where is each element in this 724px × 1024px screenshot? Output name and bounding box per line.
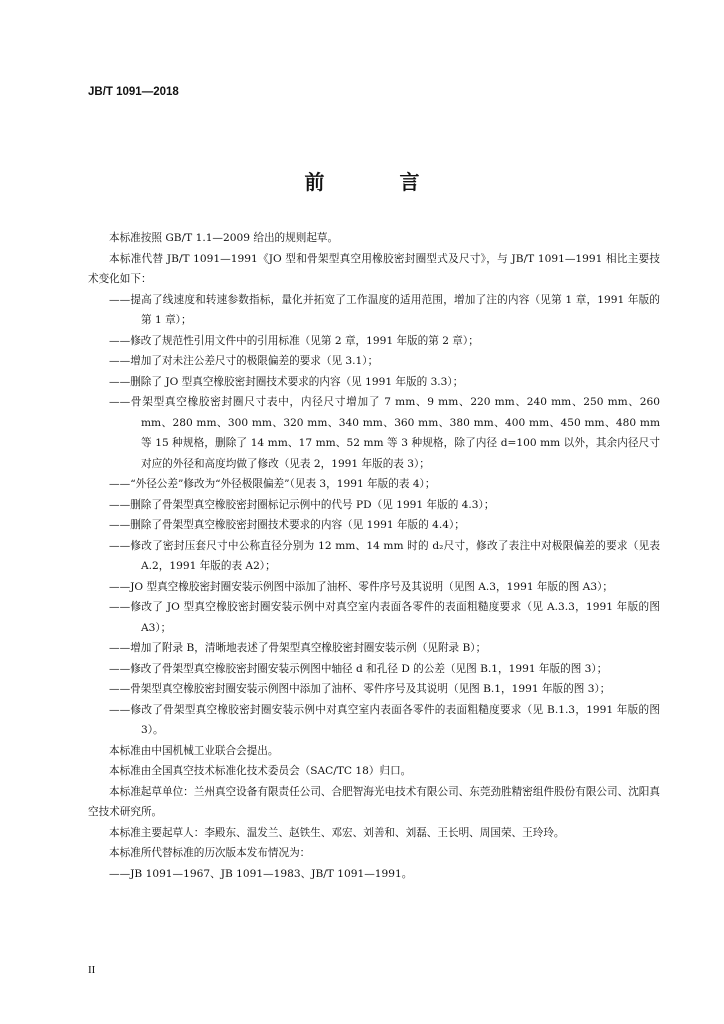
history-intro-paragraph: 本标准所代替标准的历次版本发布情况为： [109,847,311,859]
change-item: ——增加了对未注公差尺寸的极限偏差的要求（见 3.1）； [109,355,379,367]
change-item: ——删除了骨架型真空橡胶密封圈标记示例中的代号 PD（见 1991 年版的 4.3）； [109,498,495,511]
intro-paragraph-2: 本标准代替 JB/T 1091—1991《JO 型和骨架型真空用橡胶密封圈型式及尺寸》，与 JB/T 1091—1991 相比主要技术变化如下： [88,252,660,285]
history-item: ——JB 1091—1967、JB 1091—1983、JB/T 1091—1991。 [109,867,413,880]
proposer-paragraph: 本标准由中国机械工业联合会提出。 [109,744,279,757]
change-item: ——骨架型真空橡胶密封圈安装示例图中添加了油杯、零件序号及其说明（见图 B.1，1991 年版的图 3）； [109,683,611,695]
page-title: 前 言 [304,170,454,194]
change-item: ——删除了骨架型真空橡胶密封圈技术要求的内容（见 1991 年版的 4.4）； [109,519,465,531]
change-item: ——增加了附录 B，清晰地表述了骨架型真空橡胶密封圈安装示例（见附录 B）； [109,642,487,654]
change-item: ——骨架型真空橡胶密封圈尺寸表中，内径尺寸增加了 7 mm、9 mm、220 mm、240 mm、250 mm、260 mm、280 mm、300 mm、320 mm、340 mm、360 mm、380 mm、400 mm、450 mm、480 mm 等 15 种规格，删除了 14 mm、17 mm、52 mm 等 3 种规格，除了内径 d=100 mm 以外，其余内径尺寸对应的外径和高度均做了修改（见表 2，1991 年版的表 3）； [109,396,660,470]
drafters-paragraph: 本标准主要起草人：李殿东、温发兰、赵铁生、邓宏、刘善和、刘磊、王长明、周国荣、王玲玲。 [109,826,565,839]
change-item: ——“外径公差”修改为“外径极限偏差”（见表 3，1991 年版的表 4）； [109,478,436,490]
document-code: JB/T 1091—2018 [88,86,179,98]
drafting-units-paragraph: 本标准起草单位：兰州真空设备有限责任公司、合肥智海光电技术有限公司、东莞劲胜精密组件股份有限公司、沈阳真空技术研究所。 [88,785,660,818]
change-item: ——修改了密封压套尺寸中公称直径分别为 12 mm、14 mm 时的 d₂尺寸，修改了表注中对极限偏差的要求（见表 A.2，1991 年版的表 A2）； [109,539,660,572]
change-item: ——提高了线速度和转速参数指标，量化并拓宽了工作温度的适用范围，增加了注的内容（见第 1 章，1991 年版的第 1 章）； [109,293,660,326]
foreword-body [88,228,660,884]
intro-paragraph-1: 本标准按照 GB/T 1.1—2009 给出的规则起草。 [109,232,339,244]
committee-paragraph: 本标准由全国真空技术标准化技术委员会（SAC/TC 18）归口。 [109,765,412,777]
change-item: ——JO 型真空橡胶密封圈安装示例图中添加了油杯、零件序号及其说明（见图 A.3，1991 年版的图 A3）； [109,580,613,593]
change-item: ——修改了骨架型真空橡胶密封圈安装示例中对真空室内表面各零件的表面粗糙度要求（见 B.1.3，1991 年版的图 3）。 [109,703,660,736]
change-item: ——修改了 JO 型真空橡胶密封圈安装示例中对真空室内表面各零件的表面粗糙度要求（见 A.3.3，1991 年版的图 A3）； [109,601,660,634]
page-number: II [88,964,96,976]
change-item: ——修改了规范性引用文件中的引用标准（见第 2 章，1991 年版的第 2 章）； [109,334,479,347]
changes-list [88,290,660,741]
change-item: ——删除了 JO 型真空橡胶密封圈技术要求的内容（见 1991 年版的 3.3）； [109,375,464,388]
change-item: ——修改了骨架型真空橡胶密封圈安装示例图中轴径 d 和孔径 D 的公差（见图 B.1，1991 年版的图 3）； [109,662,608,675]
